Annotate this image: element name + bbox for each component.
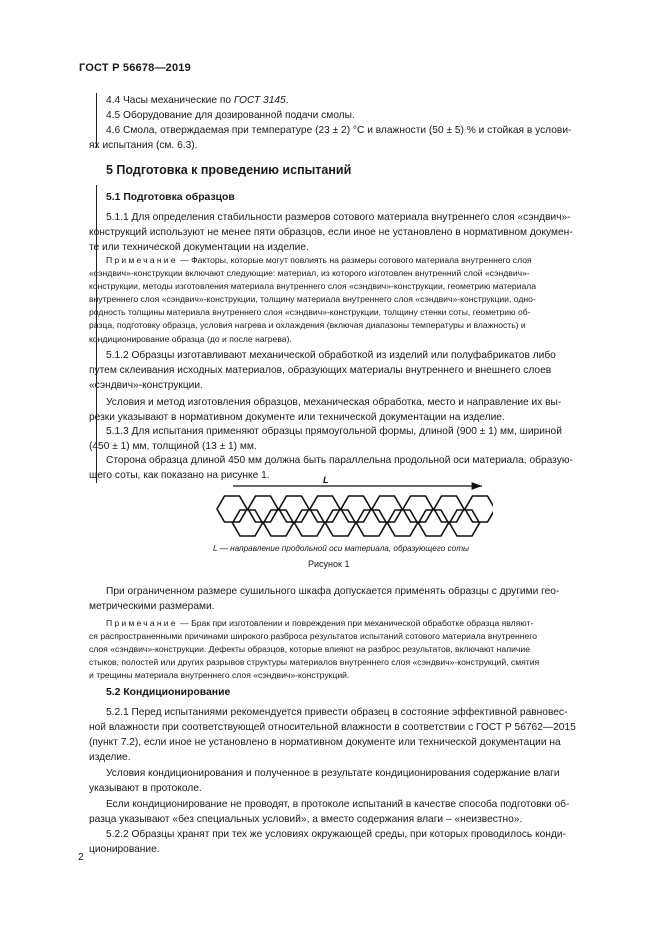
honeycomb-cell-top [217, 496, 247, 522]
honeycomb-cell-top [372, 496, 402, 522]
clause-5-2-1-cont: Условия кондиционирования и полученное в результате кондиционирования содержание влаги указывают в протоколе. [89, 768, 560, 794]
clause-5-2-1: 5.2.1 Перед испытаниями рекомендуется привести образец в состояние эффективной равновес- ной влажности при соответствующей относительной влажности в соответствии с ГОСТ Р 56762—2015 (пункт 7.2), если иное не установлено в нормативном документе или технической документации на изделие. [89, 707, 576, 763]
clause-5-1-3: 5.1.3 Для испытания применяют образцы прямоугольной формы, длиной (900 ± 1) мм, шириной (450 ± 1) мм, толщиной (13 ± 1) мм. [89, 426, 562, 452]
honeycomb-cell-bottom [450, 510, 480, 536]
honeycomb-cell-top [434, 496, 464, 522]
document-header: ГОСТ Р 56678—2019 [79, 62, 191, 74]
honeycomb-cell-bottom [388, 510, 418, 536]
clause-5-1-1: 5.1.1 Для определения стабильности размеров сотового материала внутреннего слоя «сэндвич»- конструкций используют не менее пяти образцов, если иное не установлено в нормативном докумен- те или технической документации на изделие. [89, 212, 573, 253]
clause-5-2-2: 5.2.2 Образцы хранят при тех же условиях окружающей среды, при которых проводилось конди- ционирование. [89, 829, 566, 855]
paragraph-after-figure: При ограниченном размере сушильного шкафа допускается применять образцы с другими гео- метрическими размерами. [89, 586, 560, 612]
clause-5-1-2-cont: Условия и метод изготовления образцов, механическая обработка, место и направление их вы- резки указывают в нормативном документе или технической документации на изделие. [89, 397, 562, 423]
clause-5-1-3-cont: Сторона образца длиной 450 мм должна быть параллельна продольной оси материала, образую- щего соты, как показано на рисунке 1. [89, 455, 573, 481]
page-number: 2 [78, 851, 84, 863]
honeycomb-cell-top [248, 496, 278, 522]
section-5-title: 5 Подготовка к проведению испытаний [106, 163, 352, 177]
clause-4-5: 4.5 Оборудование для дозированной подачи смолы. [106, 110, 355, 121]
axis-label-l: L [323, 475, 329, 485]
note-label: Примечание [106, 255, 178, 265]
honeycomb-cell-bottom [357, 510, 387, 536]
clause-5-1-2: 5.1.2 Образцы изготавливают механической обработкой из изделий или полуфабрикатов либо путем склеивания исходных материалов, образующих материалы внутреннего и внешнего слоев «сэндвич»-конструкции. [89, 350, 556, 391]
note-1: Примечание — Факторы, которые могут повлиять на размеры сотового материала внутреннего слоя «сэндвич»-конструкции включают следующие: материал, из которого изготовлен внутренний слой «сэндвич»- конструкции, методы изготовления материала внутреннего слоя «сэндвич»-конструкции, геометрию материала внутреннего слоя «сэндвич»-конструкции, толщину материала внутреннего слоя «сэндвич»-конструкции, одно- родность толщины материала внутреннего слоя «сэндвич»-конструкции, толщину стенки соты, геометрию об- разца, подготовку образца, условия нагрева и охлаждения (включая диапазоны температуры и влажность) и кондиционирование образца (до и после нагрева). [89, 255, 537, 344]
honeycomb-cell-top [403, 496, 433, 522]
figure-1 [213, 474, 493, 554]
honeycomb-cell-top [279, 496, 309, 522]
honeycomb-cell-top [310, 496, 340, 522]
clause-4-6: 4.6 Смола, отверждаемая при температуре (23 ± 2) °C и влажности (50 ± 5) % и стойкая в услови- ях испытания (см. 6.3). [89, 125, 572, 151]
figure-legend: L — направление продольной оси материала, образующего соты [213, 544, 470, 553]
honeycomb-cells [217, 496, 493, 536]
note-2: Примечание — Брак при изготовлении и повреждения при механической обработке образца являют- ся распространенными причинами широкого разброса результатов испытаний сотового материала внутреннего слоя «сэндвич»-конструкции. Дефекты образцов, которые влияют на разброс результатов, включают наличие стыков, полостей или других разрывов структуры материалов внутреннего слоя «сэндвич»-конструкций, смятия и трещины материала внутреннего слоя «сэндвич»-конструкций. [89, 618, 540, 681]
honeycomb-cell-bottom [233, 510, 263, 536]
note-label: Примечание [106, 618, 178, 628]
honeycomb-cell-top [465, 496, 493, 522]
honeycomb-cell-bottom [326, 510, 356, 536]
subsection-5-2-title: 5.2 Кондиционирование [106, 687, 231, 698]
figure-caption: Рисунок 1 [308, 559, 350, 569]
clause-4-4: 4.4 Часы механические по ГОСТ 3145. [106, 95, 289, 106]
honeycomb-figure [213, 474, 493, 554]
subsection-5-1-title: 5.1 Подготовка образцов [106, 192, 235, 203]
honeycomb-cell-bottom [419, 510, 449, 536]
clause-5-2-1-cont2: Если кондиционирование не проводят, в протоколе испытаний в качестве способа подготовки об- разца указывают «без специальных условий», а вместо содержания влаги – «неизвестно». [89, 799, 570, 825]
honeycomb-cell-bottom [264, 510, 294, 536]
honeycomb-cell-top [341, 496, 371, 522]
honeycomb-cell-bottom [295, 510, 325, 536]
